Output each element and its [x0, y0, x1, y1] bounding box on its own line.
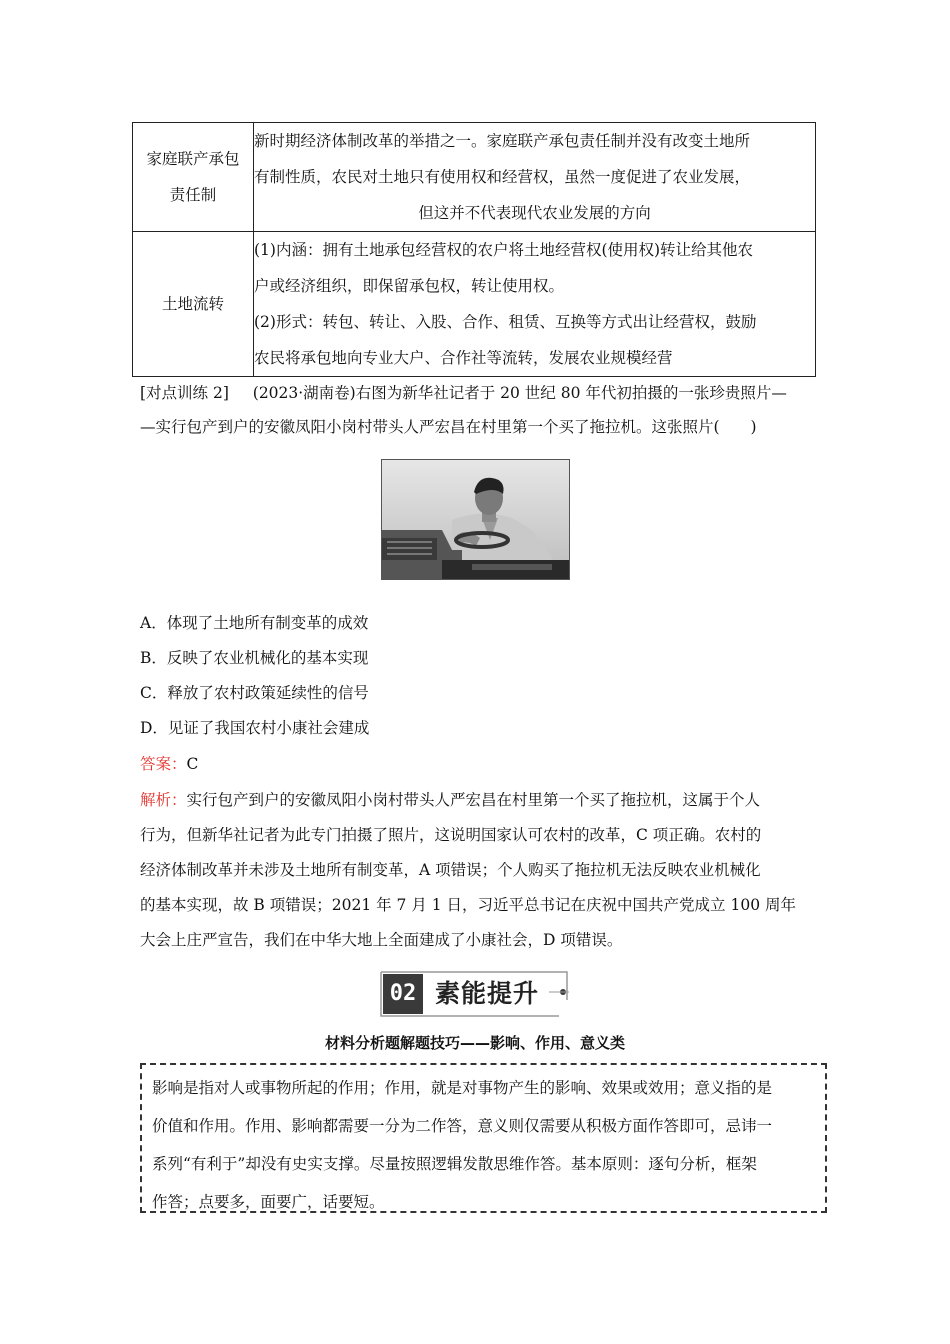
- section-number: 02: [389, 981, 417, 1006]
- term-line: 责任制: [169, 186, 217, 204]
- desc-line: (1)内涵：拥有土地承包经营权的农户将土地经营权(使用权)转让给其他农: [254, 241, 754, 259]
- option-d: D．见证了我国农村小康社会建成: [140, 719, 370, 737]
- tip-line: 系列“有利于”却没有史实支撑。尽量按照逻辑发散思维作答。基本原则：逐句分析，框架: [152, 1155, 757, 1173]
- option-b: B．反映了农业机械化的基本实现: [140, 649, 369, 667]
- question-label: [对点训练 2]: [140, 384, 229, 402]
- analysis: [140, 783, 818, 958]
- question-stem: [140, 376, 816, 444]
- answer: [140, 752, 198, 776]
- desc-line: 户或经济组织，即保留承包权，转让使用权。: [254, 277, 565, 295]
- analysis-line: 经济体制改革并未涉及土地所有制变革，A 项错误；个人购买了拖拉机无法反映农业机械化: [140, 861, 761, 879]
- tractor-photo: [381, 459, 570, 580]
- analysis-line: 的基本实现，故 B 项错误；2021 年 7 月 1 日，习近平总书记在庆祝中国共产党成立 100 周年: [140, 896, 796, 914]
- section-banner: [379, 970, 569, 1018]
- desc-cell: [254, 232, 816, 377]
- desc-cell: [254, 123, 816, 232]
- question-source: (2023·湖南卷): [252, 384, 356, 402]
- tip-box: [140, 1063, 827, 1213]
- tip-line: 价值和作用。作用、影响都需要一分为二作答，意义则仅需要从积极方面作答即可，忌讳一: [152, 1117, 773, 1135]
- desc-line: 但这并不代表现代农业发展的方向: [418, 204, 651, 222]
- tip-line: 影响是指对人或事物所起的作用；作用，就是对事物产生的影响、效果或效用；意义指的是: [152, 1079, 773, 1097]
- analysis-label: 解析：: [140, 791, 187, 809]
- desc-line: (2)形式：转包、转让、入股、合作、租赁、互换等方式出让经营权，鼓励: [254, 313, 757, 331]
- section-title: 素能提升: [435, 979, 540, 1008]
- analysis-line: 大会上庄严宣告，我们在中华大地上全面建成了小康社会，D 项错误。: [140, 931, 623, 949]
- desc-line: 有制性质，农民对土地只有使用权和经营权，虽然一度促进了农业发展，: [254, 168, 751, 186]
- option-a: A．体现了土地所有制变革的成效: [140, 614, 369, 632]
- term-cell: [133, 232, 254, 377]
- definition-table: [132, 122, 816, 377]
- tip-line: 作答；点要多，面要广，话要短。: [152, 1193, 385, 1211]
- answer-label: 答案：: [140, 755, 187, 773]
- question-line-1: [140, 376, 816, 410]
- desc-line: 农民将承包地向专业大户、合作社等流转，发展农业规模经营: [254, 349, 673, 367]
- term-line: 土地流转: [161, 295, 224, 313]
- desc-line: 新时期经济体制改革的举措之一。家庭联产承包责任制并没有改变土地所: [254, 132, 751, 150]
- term-cell: [133, 123, 254, 232]
- analysis-line: 解析：实行包产到户的安徽凤阳小岗村带头人严宏昌在村里第一个买了拖拉机，这属于个人: [140, 791, 761, 809]
- option-c: C．释放了农村政策延续性的信号: [140, 684, 369, 702]
- question-text: 右图为新华社记者于 20 世纪 80 年代初拍摄的一张珍贵照片—: [355, 384, 787, 402]
- question-line-2: —实行包产到户的安徽凤阳小岗村带头人严宏昌在村里第一个买了拖拉机。这张照片( ): [140, 418, 757, 436]
- analysis-line: 行为，但新华社记者为此专门拍摄了照片，这说明国家认可农村的改革，C 项正确。农村的: [140, 826, 762, 844]
- term-line: 家庭联产承包: [146, 150, 240, 168]
- answer-value: C: [186, 755, 199, 773]
- tractor-photo-image: [382, 460, 569, 579]
- sub-title: 材料分析题解题技巧——影响、作用、意义类: [324, 1034, 625, 1052]
- table-row: [133, 232, 816, 377]
- table-row: [133, 123, 816, 232]
